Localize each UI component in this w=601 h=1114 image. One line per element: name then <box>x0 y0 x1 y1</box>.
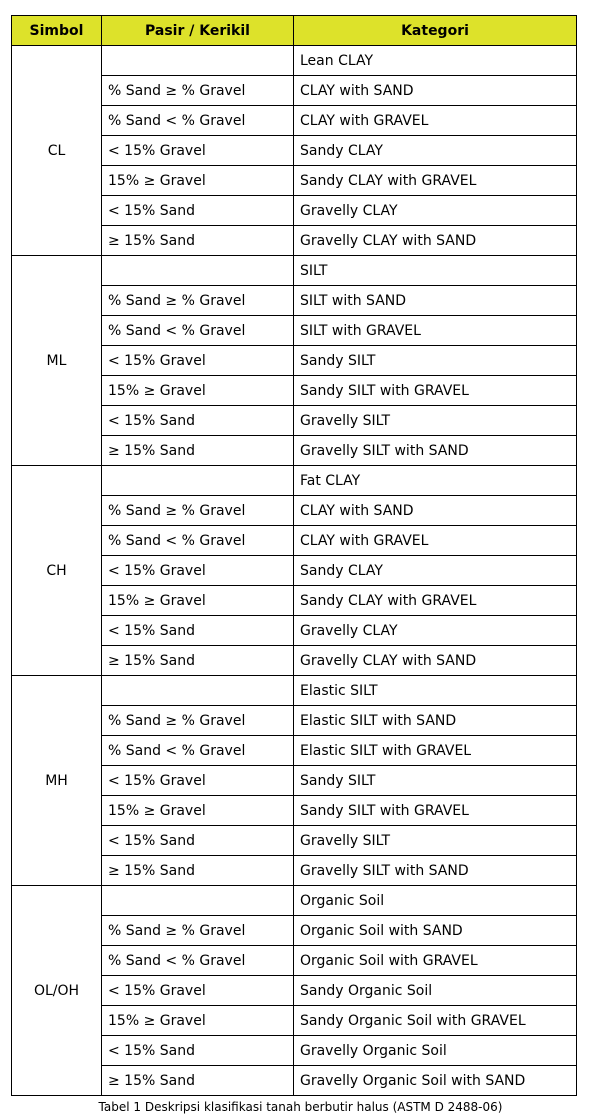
kategori-cell: CLAY with SAND <box>294 76 577 106</box>
pasir-kerikil-cell: < 15% Gravel <box>102 556 294 586</box>
kategori-cell: Sandy CLAY <box>294 556 577 586</box>
kategori-cell: Gravelly CLAY with SAND <box>294 226 577 256</box>
pasir-kerikil-cell: % Sand ≥ % Gravel <box>102 706 294 736</box>
table-row <box>12 466 577 496</box>
kategori-cell: Sandy Organic Soil with GRAVEL <box>294 1006 577 1036</box>
table-row <box>12 886 577 916</box>
kategori-cell: Elastic SILT with SAND <box>294 706 577 736</box>
pasir-kerikil-cell: < 15% Gravel <box>102 976 294 1006</box>
pasir-kerikil-cell: < 15% Sand <box>102 196 294 226</box>
pasir-kerikil-cell: 15% ≥ Gravel <box>102 1006 294 1036</box>
pasir-kerikil-cell: % Sand < % Gravel <box>102 736 294 766</box>
pasir-kerikil-cell <box>102 886 294 916</box>
kategori-cell: CLAY with SAND <box>294 496 577 526</box>
pasir-kerikil-cell: % Sand < % Gravel <box>102 106 294 136</box>
kategori-cell: Gravelly SILT <box>294 826 577 856</box>
kategori-cell: SILT <box>294 256 577 286</box>
table-row <box>12 256 577 286</box>
pasir-kerikil-cell: % Sand ≥ % Gravel <box>102 496 294 526</box>
pasir-kerikil-cell: % Sand ≥ % Gravel <box>102 76 294 106</box>
symbol-cell: CL <box>12 46 102 256</box>
symbol-cell: MH <box>12 676 102 886</box>
pasir-kerikil-cell: 15% ≥ Gravel <box>102 586 294 616</box>
pasir-kerikil-cell: < 15% Sand <box>102 616 294 646</box>
kategori-cell: Organic Soil with SAND <box>294 916 577 946</box>
kategori-cell: CLAY with GRAVEL <box>294 526 577 556</box>
table-row <box>12 46 577 76</box>
pasir-kerikil-cell <box>102 466 294 496</box>
pasir-kerikil-cell: ≥ 15% Sand <box>102 1066 294 1096</box>
pasir-kerikil-cell: % Sand < % Gravel <box>102 316 294 346</box>
pasir-kerikil-cell: % Sand ≥ % Gravel <box>102 286 294 316</box>
kategori-cell: Sandy SILT with GRAVEL <box>294 796 577 826</box>
header-row <box>12 16 577 46</box>
pasir-kerikil-cell: ≥ 15% Sand <box>102 856 294 886</box>
pasir-kerikil-cell: 15% ≥ Gravel <box>102 166 294 196</box>
header-kategori: Kategori <box>294 16 577 46</box>
kategori-cell: Sandy CLAY <box>294 136 577 166</box>
kategori-cell: Gravelly CLAY with SAND <box>294 646 577 676</box>
soil-classification-table <box>11 15 577 1096</box>
table-caption: Tabel 1 Deskripsi klasifikasi tanah berbutir halus (ASTM D 2488-06) <box>98 1100 503 1114</box>
pasir-kerikil-cell: % Sand ≥ % Gravel <box>102 916 294 946</box>
pasir-kerikil-cell: % Sand < % Gravel <box>102 946 294 976</box>
header-pasir-kerikil: Pasir / Kerikil <box>102 16 294 46</box>
pasir-kerikil-cell <box>102 676 294 706</box>
pasir-kerikil-cell: ≥ 15% Sand <box>102 226 294 256</box>
symbol-cell: OL/OH <box>12 886 102 1096</box>
kategori-cell: Sandy SILT with GRAVEL <box>294 376 577 406</box>
header-simbol: Simbol <box>12 16 102 46</box>
kategori-cell: Gravelly CLAY <box>294 196 577 226</box>
kategori-cell: SILT with GRAVEL <box>294 316 577 346</box>
kategori-cell: Organic Soil with GRAVEL <box>294 946 577 976</box>
pasir-kerikil-cell: < 15% Sand <box>102 826 294 856</box>
kategori-cell: Gravelly Organic Soil with SAND <box>294 1066 577 1096</box>
pasir-kerikil-cell: 15% ≥ Gravel <box>102 796 294 826</box>
kategori-cell: Sandy Organic Soil <box>294 976 577 1006</box>
table-row <box>12 676 577 706</box>
kategori-cell: Sandy CLAY with GRAVEL <box>294 166 577 196</box>
symbol-cell: CH <box>12 466 102 676</box>
kategori-cell: Gravelly SILT with SAND <box>294 856 577 886</box>
pasir-kerikil-cell: % Sand < % Gravel <box>102 526 294 556</box>
kategori-cell: Gravelly SILT <box>294 406 577 436</box>
pasir-kerikil-cell: < 15% Sand <box>102 1036 294 1066</box>
kategori-cell: Gravelly CLAY <box>294 616 577 646</box>
pasir-kerikil-cell: ≥ 15% Sand <box>102 436 294 466</box>
kategori-cell: Gravelly SILT with SAND <box>294 436 577 466</box>
kategori-cell: Elastic SILT with GRAVEL <box>294 736 577 766</box>
kategori-cell: Fat CLAY <box>294 466 577 496</box>
pasir-kerikil-cell: < 15% Gravel <box>102 136 294 166</box>
pasir-kerikil-cell <box>102 256 294 286</box>
kategori-cell: Organic Soil <box>294 886 577 916</box>
pasir-kerikil-cell: 15% ≥ Gravel <box>102 376 294 406</box>
pasir-kerikil-cell: ≥ 15% Sand <box>102 646 294 676</box>
pasir-kerikil-cell <box>102 46 294 76</box>
pasir-kerikil-cell: < 15% Gravel <box>102 766 294 796</box>
kategori-cell: Gravelly Organic Soil <box>294 1036 577 1066</box>
kategori-cell: Sandy SILT <box>294 766 577 796</box>
kategori-cell: SILT with SAND <box>294 286 577 316</box>
kategori-cell: Lean CLAY <box>294 46 577 76</box>
pasir-kerikil-cell: < 15% Gravel <box>102 346 294 376</box>
kategori-cell: Elastic SILT <box>294 676 577 706</box>
kategori-cell: CLAY with GRAVEL <box>294 106 577 136</box>
kategori-cell: Sandy CLAY with GRAVEL <box>294 586 577 616</box>
kategori-cell: Sandy SILT <box>294 346 577 376</box>
pasir-kerikil-cell: < 15% Sand <box>102 406 294 436</box>
symbol-cell: ML <box>12 256 102 466</box>
